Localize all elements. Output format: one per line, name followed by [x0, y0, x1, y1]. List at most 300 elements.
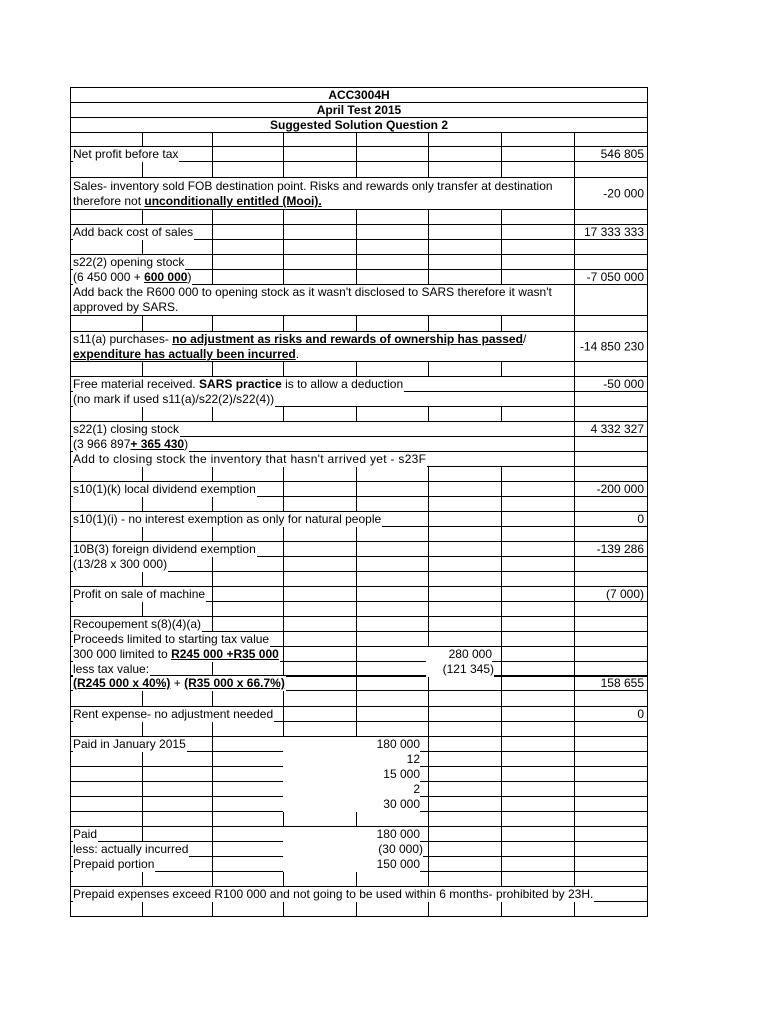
header-test-row	[70, 103, 648, 118]
column-divider	[574, 467, 575, 481]
column-divider	[142, 527, 143, 541]
closing-stock-note-row	[70, 452, 648, 467]
column-divider	[428, 812, 429, 826]
recoupment-limit-value: 280 000	[426, 647, 492, 662]
column-divider	[574, 527, 575, 541]
free-material-amount: -50 000	[603, 377, 644, 391]
column-divider	[212, 210, 213, 224]
column-divider	[428, 270, 429, 284]
paid-january-months-row	[70, 752, 648, 767]
prepaid-incurred-label: less: actually incurred	[73, 842, 189, 856]
recoupment-amount: 158 655	[600, 676, 644, 690]
column-divider	[142, 362, 143, 376]
column-divider	[212, 767, 213, 781]
recoupment-tax-value-label: less tax value:	[73, 662, 150, 676]
column-divider	[574, 842, 575, 856]
prepaid-paid-row	[70, 827, 648, 842]
column-divider	[283, 240, 284, 254]
column-divider	[142, 133, 143, 146]
free-material-suffix: is to allow a deduction	[281, 377, 404, 391]
column-divider	[574, 557, 575, 571]
column-divider	[356, 407, 357, 421]
column-divider	[428, 133, 429, 146]
column-divider	[501, 812, 502, 826]
sales-row	[70, 178, 648, 210]
column-divider	[574, 512, 575, 526]
prepaid-paid-label: Paid	[73, 827, 98, 841]
column-divider	[501, 527, 502, 541]
column-divider	[283, 587, 284, 601]
column-divider	[501, 133, 502, 146]
column-divider	[428, 512, 429, 526]
column-divider	[428, 362, 429, 376]
opening-stock-calc-addition: 600 000	[144, 270, 188, 284]
column-divider	[428, 162, 429, 177]
free-material-note: (no mark if used s11(a)/s22(2)/s22(4))	[73, 392, 275, 406]
foreign-dividend-calc: (13/28 x 300 000)	[73, 557, 168, 571]
column-divider	[501, 677, 502, 690]
column-divider	[574, 587, 575, 601]
column-divider	[142, 722, 143, 736]
column-divider	[212, 240, 213, 254]
foreign-dividend-amount: -139 286	[596, 542, 644, 556]
column-divider	[212, 617, 213, 631]
column-divider	[428, 240, 429, 254]
closing-stock-amount: 4 332 327	[590, 422, 644, 436]
column-divider	[501, 902, 502, 916]
column-divider	[574, 270, 575, 284]
column-divider	[356, 812, 357, 826]
column-divider	[356, 542, 357, 556]
column-divider	[574, 572, 575, 586]
column-divider	[574, 797, 575, 811]
column-divider	[212, 587, 213, 601]
column-divider	[574, 240, 575, 254]
closing-stock-row	[70, 422, 648, 437]
recoupment-calc-part-1: (R245 000 x 40%)	[73, 676, 171, 690]
recoupment-proceeds: Proceeds limited to starting tax value	[73, 632, 270, 646]
blank-row	[70, 872, 648, 887]
column-divider	[212, 147, 213, 161]
column-divider	[501, 737, 502, 751]
blank-row	[70, 602, 648, 617]
header-course-row	[70, 88, 648, 103]
column-divider	[283, 872, 284, 886]
solution-title: Suggested Solution Question 2	[269, 118, 448, 132]
column-divider	[212, 407, 213, 421]
column-divider	[356, 662, 357, 675]
opening-stock-calc-suffix: )	[187, 270, 192, 284]
column-divider	[428, 691, 429, 706]
column-divider	[428, 632, 429, 646]
column-divider	[283, 647, 284, 661]
column-divider	[574, 617, 575, 631]
column-divider	[501, 782, 502, 796]
column-divider	[142, 467, 143, 481]
column-divider	[574, 872, 575, 886]
blank-row	[70, 240, 648, 255]
column-divider	[212, 362, 213, 376]
prepaid-note-row	[70, 887, 648, 902]
test-name: April Test 2015	[316, 103, 402, 117]
paid-january-label: Paid in January 2015	[73, 737, 186, 751]
blank-row	[70, 210, 648, 225]
column-divider	[574, 827, 575, 841]
column-divider	[356, 162, 357, 177]
column-divider	[356, 557, 357, 571]
column-divider	[501, 872, 502, 886]
column-divider	[356, 255, 357, 269]
column-divider	[428, 527, 429, 541]
column-divider	[212, 752, 213, 766]
column-divider	[428, 857, 429, 871]
column-divider	[283, 722, 284, 736]
recoupment-tax-value: (121 345)	[426, 662, 494, 677]
column-divider	[283, 162, 284, 177]
column-divider	[142, 797, 143, 811]
paid-january-row	[70, 737, 648, 752]
column-divider	[574, 437, 575, 451]
opening-stock-row	[70, 255, 648, 270]
prepaid-incurred-row	[70, 842, 648, 857]
column-divider	[356, 872, 357, 886]
column-divider	[428, 872, 429, 886]
opening-stock-note-row	[70, 285, 648, 316]
paid-january-monthly-row	[70, 767, 648, 782]
column-divider	[142, 240, 143, 254]
column-divider	[283, 557, 284, 571]
column-divider	[428, 677, 429, 690]
column-divider	[428, 767, 429, 781]
column-divider	[212, 162, 213, 177]
prepaid-portion-row	[70, 857, 648, 872]
purchases-suffix: .	[295, 347, 300, 361]
column-divider	[283, 527, 284, 541]
profit-machine-label: Profit on sale of machine	[73, 587, 206, 601]
paid-january-count-row	[70, 782, 648, 797]
column-divider	[501, 255, 502, 269]
blank-row	[70, 902, 648, 917]
column-divider	[283, 225, 284, 239]
column-divider	[501, 662, 502, 675]
column-divider	[212, 497, 213, 511]
paid-january-value: 180 000	[283, 737, 420, 752]
column-divider	[428, 210, 429, 224]
column-divider	[283, 602, 284, 616]
column-divider	[501, 602, 502, 616]
recoupment-label: Recoupement s(8)(4)(a)	[73, 617, 202, 631]
column-divider	[212, 827, 213, 841]
column-divider	[142, 407, 143, 421]
column-divider	[142, 767, 143, 781]
column-divider	[574, 377, 575, 391]
free-material-label	[73, 377, 404, 392]
rent-label: Rent expense- no adjustment needed	[73, 707, 274, 721]
recoupment-calc-part-2: (R35 000 x 66.7%)	[184, 676, 285, 690]
net-profit-label: Net profit before tax	[73, 147, 179, 161]
column-divider	[212, 842, 213, 856]
column-divider	[428, 316, 429, 331]
column-divider	[574, 482, 575, 496]
column-divider	[356, 225, 357, 239]
column-divider	[574, 812, 575, 826]
closing-stock-note: Add to closing stock the inventory that hasn't arrived yet - s23F	[73, 452, 427, 466]
column-divider	[428, 842, 429, 856]
blank-row	[70, 691, 648, 707]
column-divider	[212, 225, 213, 239]
column-divider	[212, 255, 213, 269]
closing-stock-label: s22(1) closing stock	[73, 422, 180, 436]
column-divider	[142, 752, 143, 766]
column-divider	[212, 316, 213, 331]
opening-stock-note: Add back the R600 000 to opening stock as it wasn't disclosed to SARS therefore it wasn't approved by SARS.	[73, 285, 552, 314]
column-divider	[501, 210, 502, 224]
purchases-emphasis-2: expenditure has actually been incurred	[73, 347, 296, 361]
rent-row	[70, 707, 648, 722]
column-divider	[574, 677, 575, 690]
column-divider	[142, 497, 143, 511]
column-divider	[356, 602, 357, 616]
column-divider	[501, 407, 502, 421]
column-divider	[574, 632, 575, 646]
column-divider	[428, 797, 429, 811]
column-divider	[356, 240, 357, 254]
column-divider	[501, 617, 502, 631]
column-divider	[574, 602, 575, 616]
column-divider	[356, 587, 357, 601]
column-divider	[283, 407, 284, 421]
column-divider	[356, 707, 357, 721]
column-divider	[428, 147, 429, 161]
blank-row	[70, 812, 648, 827]
column-divider	[501, 497, 502, 511]
net-profit-row	[70, 147, 648, 162]
column-divider	[501, 225, 502, 239]
column-divider	[428, 407, 429, 421]
header-title-row	[70, 118, 648, 133]
column-divider	[212, 557, 213, 571]
column-divider	[574, 452, 575, 466]
column-divider	[142, 316, 143, 331]
column-divider	[501, 722, 502, 736]
column-divider	[283, 617, 284, 631]
free-material-note-row	[70, 392, 648, 407]
column-divider	[283, 482, 284, 496]
cost-of-sales-label: Add back cost of sales	[73, 225, 194, 239]
local-dividend-label: s10(1)(k) local dividend exemption	[73, 482, 256, 496]
purchases-description	[73, 332, 570, 362]
recoupment-limit-emphasis: R245 000 +R35 000	[171, 647, 279, 661]
column-divider	[501, 827, 502, 841]
column-divider	[574, 392, 575, 406]
column-divider	[356, 722, 357, 736]
column-divider	[283, 812, 284, 826]
purchases-prefix: s11(a) purchases-	[73, 332, 173, 346]
column-divider	[356, 467, 357, 481]
recoupment-limit-prefix: 300 000 limited to	[73, 647, 172, 661]
column-divider	[212, 270, 213, 284]
column-divider	[501, 857, 502, 871]
blank-row	[70, 527, 648, 542]
column-divider	[428, 827, 429, 841]
blank-row	[70, 572, 648, 587]
opening-stock-calc-row	[70, 270, 648, 285]
column-divider	[574, 255, 575, 269]
column-divider	[212, 797, 213, 811]
closing-stock-calc-addition: + 365 430	[130, 437, 185, 451]
column-divider	[283, 133, 284, 146]
recoupment-calc	[73, 676, 286, 691]
opening-stock-calc-prefix: (6 450 000 +	[73, 270, 145, 284]
column-divider	[283, 270, 284, 284]
column-divider	[356, 316, 357, 331]
column-divider	[356, 270, 357, 284]
interest-label: s10(1)(i) - no interest exemption as only for natural people	[73, 512, 382, 526]
column-divider	[574, 407, 575, 421]
column-divider	[428, 572, 429, 586]
column-divider	[283, 902, 284, 916]
blank-row	[70, 362, 648, 377]
closing-stock-calc	[73, 437, 189, 452]
recoupment-row	[70, 617, 648, 632]
prepaid-portion-label: Prepaid portion	[73, 857, 155, 871]
column-divider	[574, 902, 575, 916]
closing-stock-calc-suffix: )	[184, 437, 189, 451]
prepaid-note: Prepaid expenses exceed R100 000 and not going to be used within 6 months- prohibited by 23H.	[73, 887, 594, 901]
column-divider	[501, 797, 502, 811]
column-divider	[428, 737, 429, 751]
column-divider	[356, 902, 357, 916]
column-divider	[574, 752, 575, 766]
column-divider	[356, 147, 357, 161]
net-profit-amount: 546 805	[600, 147, 644, 161]
column-divider	[428, 602, 429, 616]
column-divider	[212, 857, 213, 871]
column-divider	[501, 752, 502, 766]
column-divider	[501, 467, 502, 481]
column-divider	[212, 722, 213, 736]
purchases-emphasis-1: no adjustment as risks and rewards of ownership has passed	[172, 332, 523, 346]
prepaid-paid-value: 180 000	[283, 827, 420, 842]
column-divider	[142, 210, 143, 224]
column-divider	[212, 572, 213, 586]
prepaid-incurred-value: (30 000)	[283, 842, 423, 857]
blank-row	[70, 722, 648, 737]
column-divider	[212, 133, 213, 146]
column-divider	[428, 225, 429, 239]
column-divider	[501, 572, 502, 586]
column-divider	[501, 557, 502, 571]
column-divider	[574, 722, 575, 736]
column-divider	[574, 691, 575, 706]
column-divider	[283, 542, 284, 556]
column-divider	[142, 602, 143, 616]
column-divider	[142, 827, 143, 841]
column-divider	[428, 557, 429, 571]
recoupment-calc-row	[70, 677, 648, 691]
purchases-amount: -14 850 230	[579, 339, 644, 353]
recoupment-tax-value-row	[70, 662, 648, 677]
column-divider	[428, 722, 429, 736]
column-divider	[501, 512, 502, 526]
column-divider	[283, 362, 284, 376]
column-divider	[428, 255, 429, 269]
interest-row	[70, 512, 648, 527]
column-divider	[283, 497, 284, 511]
interest-amount: 0	[637, 512, 644, 526]
column-divider	[212, 782, 213, 796]
column-divider	[501, 707, 502, 721]
foreign-dividend-label: 10B(3) foreign dividend exemption	[73, 542, 256, 556]
blank-row	[70, 497, 648, 512]
column-divider	[574, 316, 575, 331]
column-divider	[501, 691, 502, 706]
sales-description	[73, 179, 570, 209]
free-material-emphasis: SARS practice	[199, 377, 282, 391]
column-divider	[283, 691, 284, 706]
column-divider	[356, 572, 357, 586]
column-divider	[356, 632, 357, 646]
closing-stock-calc-prefix: (3 966 897	[73, 437, 131, 451]
opening-stock-amount: -7 050 000	[586, 270, 644, 284]
column-divider	[212, 602, 213, 616]
free-material-prefix: Free material received.	[73, 377, 200, 391]
column-divider	[574, 210, 575, 224]
column-divider	[574, 767, 575, 781]
paid-january-count: 2	[283, 782, 420, 797]
column-divider	[501, 162, 502, 177]
paid-january-incurred: 30 000	[283, 797, 420, 812]
opening-stock-calc	[73, 270, 192, 285]
column-divider	[428, 497, 429, 511]
column-divider	[574, 662, 575, 675]
column-divider	[283, 255, 284, 269]
column-divider	[574, 857, 575, 871]
column-divider	[501, 270, 502, 284]
column-divider	[283, 707, 284, 721]
column-divider	[574, 147, 575, 161]
foreign-dividend-calc-row	[70, 557, 648, 572]
column-divider	[428, 902, 429, 916]
column-divider	[356, 691, 357, 706]
column-divider	[574, 285, 575, 315]
column-divider	[428, 467, 429, 481]
profit-machine-amount: (7 000)	[605, 587, 644, 601]
column-divider	[356, 497, 357, 511]
column-divider	[356, 527, 357, 541]
column-divider	[428, 542, 429, 556]
column-divider	[501, 482, 502, 496]
column-divider	[283, 632, 284, 646]
column-divider	[501, 542, 502, 556]
cost-of-sales-amount: 17 333 333	[583, 225, 644, 239]
column-divider	[142, 572, 143, 586]
column-divider	[428, 752, 429, 766]
paid-january-months: 12	[283, 752, 420, 767]
local-dividend-amount: -200 000	[596, 482, 644, 496]
column-divider	[574, 162, 575, 177]
rent-amount: 0	[637, 707, 644, 721]
column-divider	[356, 210, 357, 224]
column-divider	[574, 647, 575, 661]
column-divider	[142, 162, 143, 177]
column-divider	[142, 782, 143, 796]
column-divider	[501, 587, 502, 601]
sales-line2-prefix: therefore not	[73, 194, 145, 208]
column-divider	[501, 647, 502, 661]
sales-amount: -20 000	[603, 186, 644, 200]
column-divider	[356, 617, 357, 631]
